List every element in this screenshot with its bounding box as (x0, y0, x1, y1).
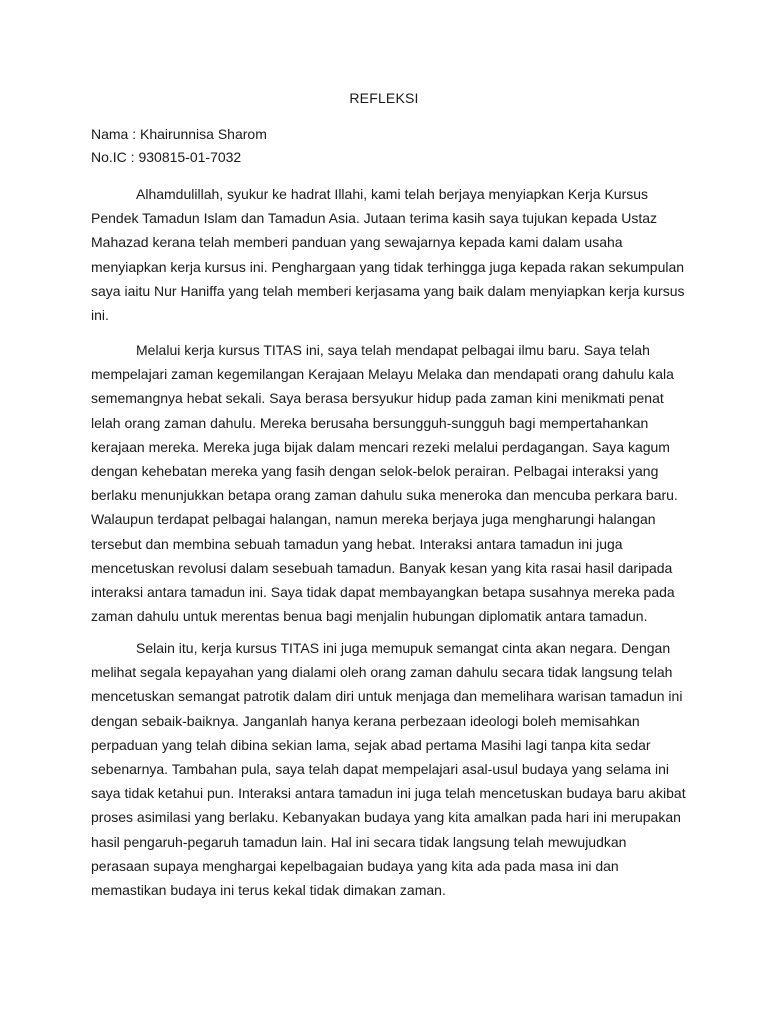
paragraph-line: perpaduan yang telah dibina sekian lama, sejak abad pertama Masihi lagi tanpa kita sedar (91, 736, 651, 753)
paragraph-line: mencetuskan revolusi dalam sesebuah tamadun. Banyak kesan yang kita rasai hasil daripada (91, 559, 673, 576)
document-title: REFLEKSI (349, 90, 419, 106)
student-details (91, 123, 267, 169)
student-name: Nama : Khairunnisa Sharom (91, 126, 267, 142)
paragraph-line: Melalui kerja kursus TITAS ini, saya telah mendapat pelbagai ilmu baru. Saya telah (136, 342, 650, 358)
student-ic-number: No.IC : 930815-01-7032 (91, 149, 242, 165)
paragraph-line: lelah orang zaman dahulu. Mereka berusaha bersungguh-sungguh bagi mempertahankan (91, 414, 649, 431)
paragraph-line: Alhamdulillah, syukur ke hadrat Illahi, kami telah berjaya menyiapkan Kerja Kursus (136, 186, 649, 202)
paragraph-line: mencetuskan semangat patrotik dalam diri untuk menjaga dan memelihara warisan tamadun ini (91, 688, 683, 705)
paragraph-line: zaman dahulu untuk merentas benua bagi menjalin hubungan diplomatik antara tamadun. (91, 608, 648, 625)
paragraph-line: dengan kehebatan mereka yang fasih dengan selok-belok perairan. Pelbagai interaksi yang (91, 463, 659, 480)
paragraph-line: ini. (91, 307, 109, 324)
paragraph-line: dengan sebaik-baiknya. Janganlah hanya kerana perbezaan ideologi boleh memisahkan (91, 712, 640, 729)
paragraph-line: Mahazad kerana telah memberi panduan yang sewajarnya kepada kami dalam usaha (91, 234, 623, 251)
paragraph-line: menyiapkan kerja kursus ini. Penghargaan yang tidak terhingga juga kepada rakan sekumpulan (91, 258, 685, 275)
paragraph-line: sebenarnya. Tambahan pula, saya telah dapat mempelajari asal-usul budaya yang selama ini (91, 761, 669, 778)
paragraph-line: Walaupun terdapat pelbagai halangan, namun mereka berjaya juga mengharungi halangan (91, 511, 656, 528)
paragraph-line: saya iaitu Nur Haniffa yang telah memberi kerjasama yang baik dalam menyiapkan kerja kursus (91, 282, 685, 299)
paragraph-1 (91, 182, 691, 327)
paragraph-line: perasaan supaya menghargai kepelbagaian budaya yang kita ada pada masa ini dan (91, 857, 619, 874)
paragraph-line: proses asimilasi yang berlaku. Kebanyakan budaya yang kita amalkan pada hari ini merupakan (91, 809, 681, 826)
paragraph-line: mempelajari zaman kegemilangan Kerajaan Melayu Melaka dan mendapati orang dahulu kala (91, 366, 674, 383)
paragraph-line: berlaku menunjukkan betapa orang zaman dahulu suka meneroka dan mencuba perkara baru. (91, 487, 678, 504)
paragraph-line: Pendek Tamadun Islam dan Tamadun Asia. Jutaan terima kasih saya tujukan kepada Ustaz (91, 210, 658, 227)
paragraph-2 (91, 338, 691, 628)
paragraph-line: melihat segala kepayahan yang dialami oleh orang zaman dahulu secara tidak langsung telah (91, 664, 673, 681)
paragraph-line: sememangnya hebat sekali. Saya berasa bersyukur hidup pada zaman kini menikmati penat (91, 390, 664, 407)
paragraph-3 (91, 636, 691, 902)
paragraph-line: tersebut dan membina sebuah tamadun yang hebat. Interaksi antara tamadun ini juga (91, 535, 623, 552)
paragraph-line: saya tidak ketahui pun. Interaksi antara tamadun ini juga telah mencetuskan budaya baru akibat (91, 785, 686, 802)
paragraph-line: interaksi antara tamadun ini. Saya tidak dapat membayangkan betapa susahnya mereka pada (91, 584, 675, 601)
paragraph-line: kerajaan mereka. Mereka juga bijak dalam mencari rezeki melalui perdagangan. Saya kagum (91, 438, 670, 455)
paragraph-line: memastikan budaya ini terus kekal tidak dimakan zaman. (91, 882, 446, 899)
paragraph-line: Selain itu, kerja kursus TITAS ini juga memupuk semangat cinta akan negara. Dengan (136, 640, 671, 656)
paragraph-line: hasil pengaruh-pegaruh tamadun lain. Hal ini secara tidak langsung telah mewujudkan (91, 833, 627, 850)
